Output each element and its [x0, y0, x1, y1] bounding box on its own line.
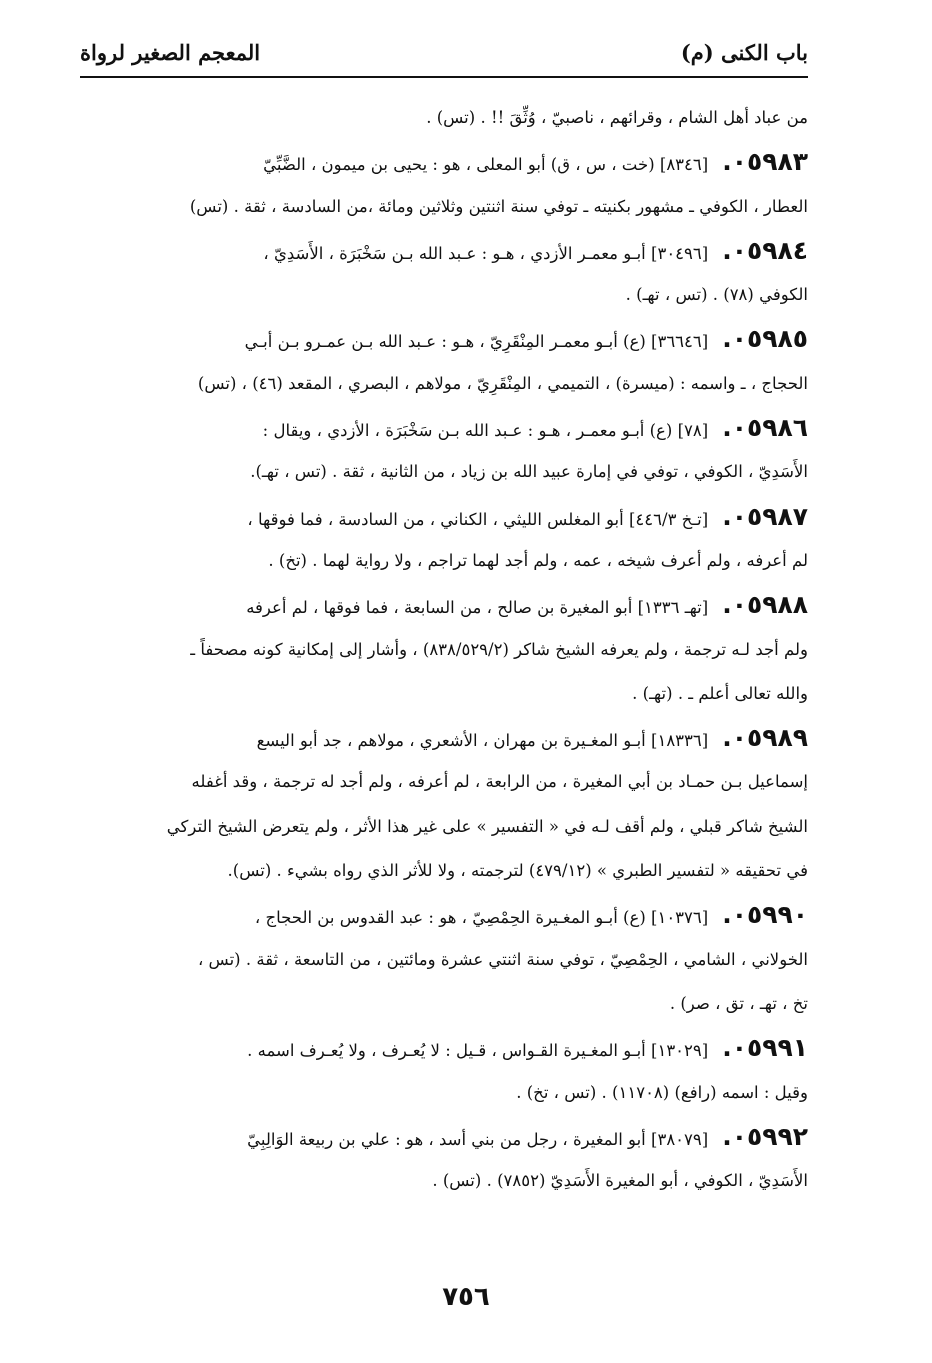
line-text: العطار ، الكوفي ـ مشهور بكنيته ـ توفي سنة اثنتين وثلاثين ومائة ،من السادسة ، ثقة . (تس)	[189, 196, 808, 216]
text-line	[80, 583, 808, 627]
entry-number: ٠٥٩٨٣.	[722, 147, 808, 177]
line-text: [تـخ ٤٤٦/٣] أبو المغلس الليثي ، الكناني ، من السادسة ، فما فوقها ،	[247, 509, 709, 529]
text-line	[80, 273, 808, 317]
text-line	[80, 96, 808, 140]
text-line	[80, 982, 808, 1026]
text-line	[80, 539, 808, 583]
text-line	[80, 893, 808, 937]
text-line	[80, 672, 808, 716]
line-text: [تهـ ١٣٣٦] أبو المغيرة بن صالح ، من السابعة ، فما فوقها ، لم أعرفه	[246, 598, 709, 618]
line-text: الحجاج ، ـ واسمه : (ميسرة) ، التميمي ، المِنْقَرِيّ ، مولاهم ، البصري ، المقعد (٤٦) ، (تس)	[197, 373, 808, 393]
text-line	[80, 229, 808, 273]
line-text: إسماعيل بـن حمـاد بن أبي المغيرة ، من الرابعة ، لم أعرفه ، ولم أجد له ترجمة ، وقد أغفله	[191, 772, 808, 792]
book-title: المعجم الصغير لرواة	[80, 40, 261, 65]
text-line	[80, 938, 808, 982]
line-text: تخ ، تهـ ، تق ، صر) .	[669, 993, 808, 1013]
text-line	[80, 1026, 808, 1070]
text-line	[80, 1071, 808, 1115]
line-text: [٧٨] (ع) أبـو معمـر ، هـو : عـبد الله بـن سَخْبَرَة ، الأزدي ، ويقال :	[262, 421, 709, 441]
text-line	[80, 849, 808, 893]
text-line	[80, 406, 808, 450]
running-header	[80, 36, 808, 78]
line-text: [١٠٣٧٦] (ع) أبـو المغـيرة الحِمْصِيّ ، هو : عبد القدوس بن الحجاج ،	[254, 908, 709, 928]
body-text	[80, 96, 808, 1203]
line-text: الخولاني ، الشامي ، الحِمْصِيّ ، توفي سنة اثنتي عشرة ومائتين ، من التاسعة ، ثقة . (تس ،	[197, 949, 808, 969]
line-text: ولم أجد لـه ترجمة ، ولم يعرفه الشيخ شاكر (٨٣٨/٥٢٩/٢) ، وأشار إلى إمكانية كونه مصحفاً ـ	[190, 639, 808, 659]
text-line	[80, 716, 808, 760]
page-number: ٧٥٦	[442, 1282, 490, 1312]
line-text: وقيل : اسمه (رافع) (١١٧٠٨) . (تس ، تخ) .	[516, 1082, 808, 1102]
line-text: من عباد أهل الشام ، وقرائهم ، ناصبيّ ، وُثِّقَ !! . (تس) .	[426, 108, 808, 127]
line-text: الأَسَدِيّ ، الكوفي ، توفي في إمارة عبيد الله بن زياد ، من الثانية ، ثقة . (تس ، تهـ).	[250, 462, 808, 482]
line-text: والله تعالى أعلم ـ . (تهـ) .	[632, 683, 808, 703]
entry-number: ٠٥٩٩٠.	[722, 900, 808, 930]
entry-number: ٠٥٩٩٢.	[722, 1121, 808, 1151]
line-text: الكوفي (٧٨) . (تس ، تهـ) .	[625, 285, 808, 305]
line-text: [٣٠٤٩٦] أبـو معمـر الأزدي ، هـو : عـبد الله بـن سَخْبَرَة ، الأَسَدِيّ ،	[263, 243, 709, 263]
line-text: الشيخ شاكر قبلي ، ولم أقف لـه في « التفسير » على غير هذا الأثر ، ولم يتعرض الشيخ التركي	[166, 816, 808, 836]
text-line	[80, 362, 808, 406]
line-text: الأَسَدِيّ ، الكوفي ، أبو المغيرة الأَسَدِيّ (٧٨٥٢) . (تس) .	[432, 1171, 808, 1191]
entry-number: ٠٥٩٨٨.	[722, 590, 808, 620]
text-line	[80, 140, 808, 184]
line-text: [٣٨٠٧٩] أبو المغيرة ، رجل من بني أسد ، هو : علي بن ربيعة الوَالِبِيّ	[247, 1129, 709, 1149]
text-line	[80, 628, 808, 672]
entry-number: ٠٥٩٨٧.	[722, 501, 808, 531]
line-text: في تحقيقه « لتفسير الطبري » (٤٧٩/١٢) لترجمته ، ولا للأثر الذي رواه بشيء . (تس).	[227, 861, 808, 881]
line-text: [٣٦٦٤٦] (ع) أبـو معمـر المِنْقَرِيّ ، هـو : عـبد الله بـن عمـرو بـن أبـي	[244, 332, 709, 352]
text-line	[80, 495, 808, 539]
text-line	[80, 760, 808, 804]
text-line	[80, 1115, 808, 1159]
text-line	[80, 1159, 808, 1203]
entry-number: ٠٥٩٨٥.	[722, 324, 808, 354]
line-text: لم أعرفه ، ولم أعرف شيخه ، عمه ، ولم أجد لهما تراجم ، ولا رواية لهما . (تخ) .	[268, 550, 808, 570]
entry-number: ٠٥٩٩١.	[722, 1033, 808, 1063]
text-line	[80, 805, 808, 849]
line-text: [١٨٣٣٦] أبـو المغـيرة بن مهران ، الأشعري ، مولاهم ، جد أبو اليسع	[256, 731, 709, 751]
entry-number: ٠٥٩٨٤.	[722, 235, 808, 265]
line-text: [٨٣٤٦] (خت ، س ، ق) أبو المعلى ، هو : يحيى بن ميمون ، الضَّبِّيّ	[263, 155, 709, 175]
text-line	[80, 450, 808, 494]
entry-number: ٠٥٩٨٦.	[722, 413, 808, 443]
line-text: [١٣٠٢٩] أبـو المغـيرة القـواس ، قـيل : لا يُعـرف ، ولا يُعـرف اسمه .	[247, 1041, 709, 1061]
chapter-title: باب الكنى (م)	[680, 40, 808, 65]
entry-number: ٠٥٩٨٩.	[722, 723, 808, 753]
text-line	[80, 185, 808, 229]
text-line	[80, 317, 808, 361]
